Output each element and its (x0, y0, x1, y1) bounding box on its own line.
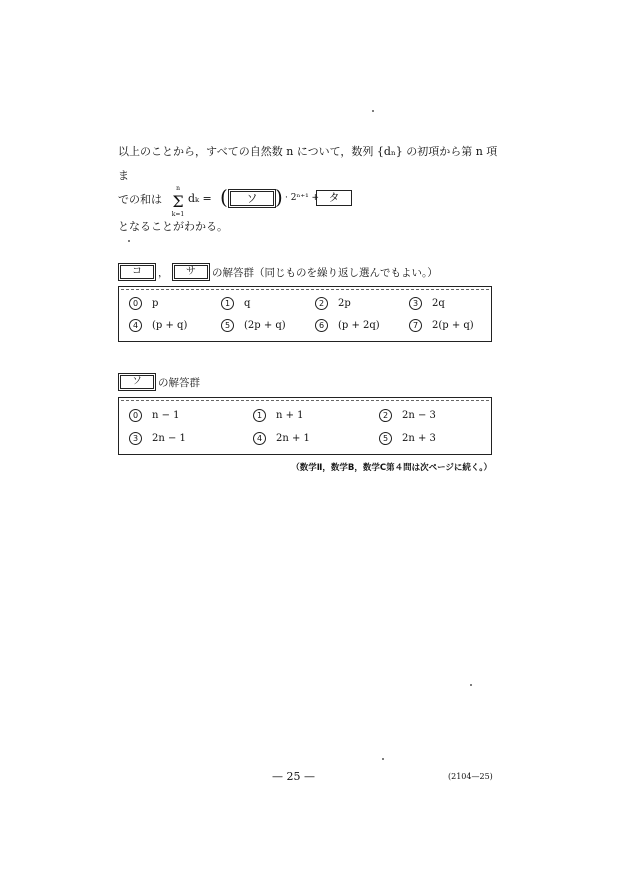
option-text: p (152, 298, 159, 309)
option-text: 2p (338, 298, 351, 309)
option-text: n − 1 (152, 410, 180, 421)
option-text: 2n − 1 (152, 433, 186, 444)
option-text: 2n + 1 (276, 433, 310, 444)
option-text: 2n + 3 (402, 433, 436, 444)
answer-box-sa-label: サ (174, 265, 208, 279)
group1-option-0[interactable] (129, 297, 158, 310)
sigma-symbol: Σ (172, 192, 184, 211)
sum-formula (170, 185, 370, 218)
panel-dashed-line (121, 400, 489, 401)
group1-options-panel (118, 286, 492, 342)
option-number-3: 3 (129, 432, 142, 445)
group2-option-0[interactable] (129, 409, 180, 422)
group2-option-1[interactable] (253, 409, 304, 422)
power-term: · 2ⁿ⁺¹ + (285, 193, 320, 203)
option-number-2: 2 (379, 409, 392, 422)
group1-header-text: の解答群（同じものを繰り返し選んでもよい。） (212, 267, 438, 279)
panel-dashed-line (121, 289, 489, 290)
sigma-lower-limit: k=1 (171, 211, 185, 218)
conclusion-text: となることがわかる。 (118, 220, 228, 233)
summation (170, 184, 186, 220)
option-text: 2n − 3 (402, 410, 436, 421)
option-number-0: 0 (129, 409, 142, 422)
group1-option-4[interactable] (129, 319, 187, 332)
close-paren: ) (275, 185, 283, 209)
speck (382, 758, 384, 760)
page-number: — 25 — (272, 770, 315, 783)
option-text: n + 1 (276, 410, 304, 421)
group1-option-6[interactable] (315, 319, 380, 332)
option-number-7: 7 (409, 319, 422, 332)
answer-box-so-2[interactable] (118, 373, 156, 391)
option-number-1: 1 (221, 297, 234, 310)
group2-header (118, 373, 318, 391)
option-number-4: 4 (129, 319, 142, 332)
paragraph-line-1: 以上のことから，すべての自然数 n について，数列 {dₙ} の初項から第 n 項ま (118, 145, 498, 182)
group2-option-4[interactable] (253, 432, 310, 445)
option-number-5: 5 (221, 319, 234, 332)
answer-box-so-2-label: ソ (120, 375, 154, 389)
answer-box-ta[interactable]: タ (316, 190, 352, 206)
speck (128, 240, 130, 242)
group2-option-2[interactable] (379, 409, 436, 422)
option-number-2: 2 (315, 297, 328, 310)
continuation-note: （数学Ⅱ，数学B，数学C第４問は次ページに続く。） (291, 463, 492, 473)
speck (470, 684, 472, 686)
option-text: (p + q) (152, 320, 188, 331)
option-number-5: 5 (379, 432, 392, 445)
group1-option-1[interactable] (221, 297, 250, 310)
answer-box-sa[interactable] (172, 263, 210, 281)
page-code: (2104—25) (448, 772, 493, 781)
group2-option-3[interactable] (129, 432, 186, 445)
open-paren: ( (220, 185, 228, 209)
group1-option-2[interactable] (315, 297, 351, 310)
group2-options-panel (118, 397, 492, 455)
option-text: (p + 2q) (338, 320, 380, 331)
option-text: 2q (432, 298, 445, 309)
group1-option-3[interactable] (409, 297, 445, 310)
answer-box-ko-label: コ (120, 265, 154, 279)
option-number-4: 4 (253, 432, 266, 445)
option-number-3: 3 (409, 297, 422, 310)
option-number-1: 1 (253, 409, 266, 422)
group2-header-text: の解答群 (158, 377, 200, 389)
answer-box-ko[interactable] (118, 263, 156, 281)
option-number-6: 6 (315, 319, 328, 332)
answer-box-so[interactable] (228, 189, 276, 208)
speck (372, 110, 374, 112)
header-separator: ， (158, 267, 169, 279)
group1-option-7[interactable] (409, 319, 474, 332)
answer-box-so-label: ソ (230, 191, 274, 206)
option-number-0: 0 (129, 297, 142, 310)
summand-term: dₖ = (188, 192, 212, 205)
option-text: q (244, 298, 251, 309)
sigma-upper-limit: n (176, 185, 180, 192)
group2-option-5[interactable] (379, 432, 436, 445)
option-text: (2p + q) (244, 320, 286, 331)
group1-option-5[interactable] (221, 319, 286, 332)
option-text: 2(p + q) (432, 320, 474, 331)
paragraph-line-2: での和は (118, 193, 162, 206)
group1-header (118, 263, 478, 281)
